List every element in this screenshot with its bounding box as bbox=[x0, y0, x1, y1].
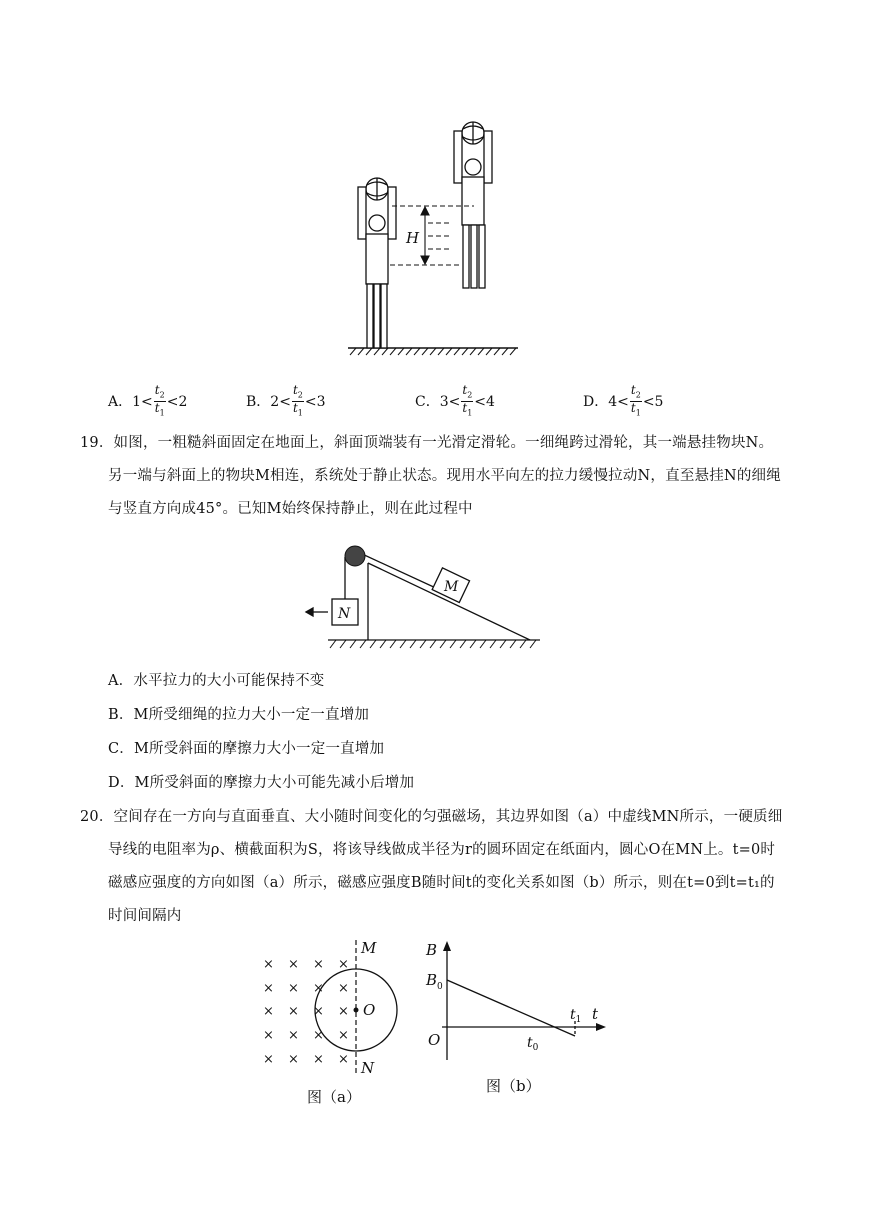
svg-text:×: × bbox=[288, 1052, 299, 1067]
svg-text:×: × bbox=[313, 1052, 324, 1067]
player-jumping bbox=[454, 122, 492, 288]
q20-figure-b bbox=[420, 935, 620, 1110]
axis-t-arrow bbox=[596, 1023, 606, 1031]
label-t: t bbox=[592, 1005, 599, 1023]
rope-to-M bbox=[360, 553, 438, 589]
svg-text:×: × bbox=[313, 1028, 324, 1043]
svg-text:×: × bbox=[288, 1004, 299, 1019]
label-t0: $t_0$ bbox=[527, 1035, 539, 1053]
svg-text:×: × bbox=[338, 1052, 349, 1067]
q18-figure bbox=[340, 105, 525, 360]
svg-text:×: × bbox=[313, 957, 324, 972]
q19-option-a: A．水平拉力的大小可能保持不变 bbox=[108, 673, 325, 689]
svg-text:×: × bbox=[338, 1004, 349, 1019]
q19-stem-line-1: 19．如图，一粗糙斜面固定在地面上，斜面顶端装有一光滑定滑轮。一细绳跨过滑轮，其一端悬挂物块N。 bbox=[80, 435, 774, 451]
q20-stem-line-3: 磁感应强度的方向如图（a）所示，磁感应强度B随时间t的变化关系如图（b）所示，则在t=0到t=t₁的 bbox=[108, 875, 775, 891]
svg-text:×: × bbox=[288, 1028, 299, 1043]
q19-option-d: D．M所受斜面的摩擦力大小可能先减小后增加 bbox=[108, 775, 415, 791]
svg-text:M: M bbox=[444, 579, 459, 595]
label-N: N bbox=[338, 606, 351, 622]
center-dot bbox=[354, 1008, 359, 1013]
label-M: M bbox=[361, 939, 377, 957]
label-t1: $t_1$ bbox=[570, 1007, 582, 1025]
svg-text:×: × bbox=[313, 1004, 324, 1019]
svg-text:×: × bbox=[263, 1004, 274, 1019]
caption-b: 图（b） bbox=[486, 1077, 541, 1095]
axis-B-arrow bbox=[443, 941, 451, 951]
label-H: H bbox=[406, 229, 420, 247]
svg-text:×: × bbox=[263, 957, 274, 972]
q19-stem-line-3: 与竖直方向成45°。已知M始终保持静止，则在此过程中 bbox=[108, 501, 473, 517]
label-N: N bbox=[361, 1059, 375, 1077]
svg-text:×: × bbox=[263, 981, 274, 996]
q18-option-d: D．4< $\frac{t_2}{t_1}$ <5 bbox=[583, 383, 664, 418]
svg-text:×: × bbox=[263, 1028, 274, 1043]
svg-text:×: × bbox=[338, 981, 349, 996]
pull-arrow bbox=[306, 608, 328, 616]
svg-text:×: × bbox=[288, 957, 299, 972]
q18-option-b: B．2< $\frac{t_2}{t_1}$ <3 bbox=[246, 383, 326, 418]
q20-stem-line-1: 20．空间存在一方向与直面垂直、大小随时间变化的匀强磁场，其边界如图（a）中虚线MN所示，一硬质细 bbox=[80, 809, 783, 825]
svg-text:×: × bbox=[288, 981, 299, 996]
q19-figure bbox=[298, 535, 548, 657]
label-B0: $B_0$ bbox=[426, 971, 443, 992]
player-standing bbox=[358, 178, 396, 348]
label-O: O bbox=[363, 1001, 376, 1019]
caption-a: 图（a） bbox=[307, 1088, 361, 1106]
q20-figure-a bbox=[255, 935, 415, 1110]
ground bbox=[348, 348, 518, 355]
q20-stem-line-2: 导线的电阻率为ρ、横截面积为S，将该导线做成半径为r的圆环固定在纸面内，圆心O在MN上。t=0时 bbox=[108, 842, 776, 858]
label-O: O bbox=[428, 1031, 441, 1049]
block-M bbox=[432, 568, 469, 603]
svg-text:×: × bbox=[338, 1028, 349, 1043]
label-B: B bbox=[426, 941, 438, 959]
q19-stem-line-2: 另一端与斜面上的物块M相连，系统处于静止状态。现用水平向左的拉力缓慢拉动N，直至悬挂N的细绳 bbox=[108, 468, 781, 484]
svg-text:×: × bbox=[338, 957, 349, 972]
q20-stem-line-4: 时间间隔内 bbox=[108, 908, 182, 924]
svg-text:×: × bbox=[313, 981, 324, 996]
q18-option-a: A．1< $\frac{t_2}{t_1}$ <2 bbox=[108, 383, 188, 418]
q18-option-c: C．3< $\frac{t_2}{t_1}$ <4 bbox=[415, 383, 495, 418]
pulley bbox=[345, 546, 365, 566]
q19-option-c: C．M所受斜面的摩擦力大小一定一直增加 bbox=[108, 741, 385, 757]
svg-text:×: × bbox=[263, 1052, 274, 1067]
q19-option-b: B．M所受细绳的拉力大小一定一直增加 bbox=[108, 707, 370, 723]
